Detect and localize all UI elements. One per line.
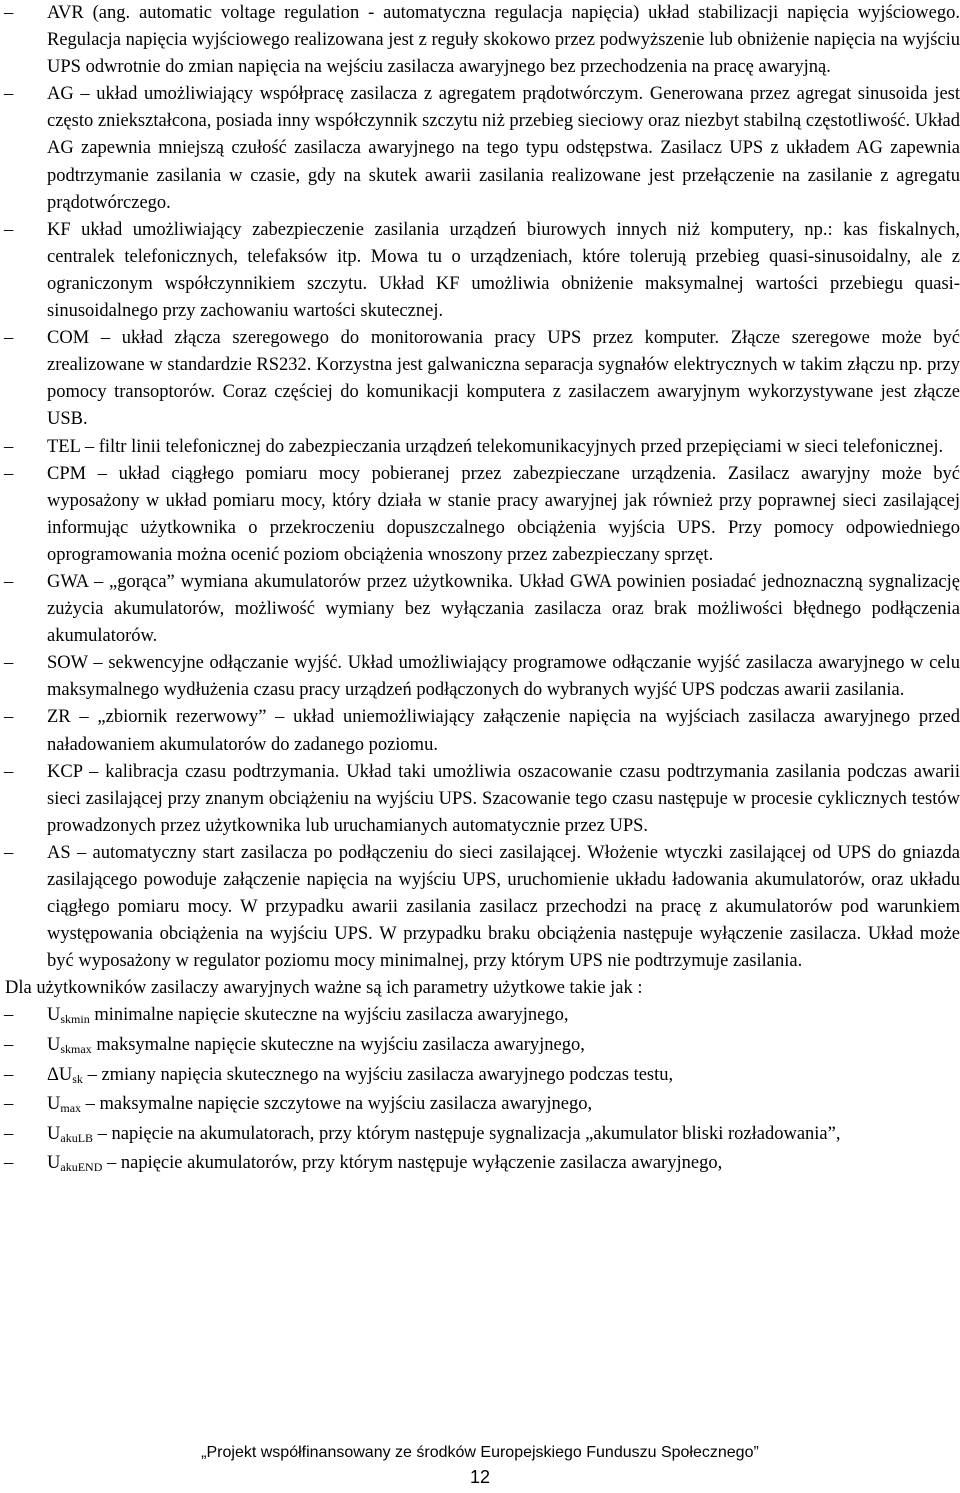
parameter-item [0,1091,960,1118]
list-item-text: SOW – sekwencyjne odłączanie wyjść. Układ umożliwiający programowe odłączanie wyjść zasilacza awaryjnego w celu maksymalnego wydłużenia czasu pracy urządzeń podłączonych do wybranych wyjść UPS podczas awarii zasilania. [47,653,960,701]
parameter-description: – napięcie na akumulatorach, przy którym następuje sygnalizacja „akumulator bliski rozładowania”, [93,1123,841,1144]
list-item [0,81,960,216]
footer-funding-note: „Projekt współfinansowany ze środków Europejskiego Funduszu Społecznego” [201,1444,759,1461]
list-marker: – [4,436,14,457]
list-item-text: AVR (ang. automatic voltage regulation - automatyczna regulacja napięcia) układ stabilizacji napięcia wyjściowego. Regulacja napięcia wyjściowego realizowana jest z reguły skokowo przez podwyższenie lub obniżenie napięcia na wyjściu UPS odwrotnie do zmian napięcia na wejściu zasilacza awaryjnego bez przechodzenia na pracę awaryjną. [47,3,960,78]
list-item [0,650,960,704]
parameter-description: minimalne napięcie skuteczne na wyjściu zasilacza awaryjnego, [89,1005,569,1026]
list-marker: – [4,842,14,863]
page-number: 12 [469,1467,491,1487]
list-item-text: KF układ umożliwiający zabezpieczenie zasilania urządzeń biurowych innych niż komputery, np.: kas fiskalnych, centralek telefonicznych, telefaksów itp. Mowa tu o urządzeniach, które tolerują przebieg quasi-sinusoidalny, ale z ograniczonym współczynnikiem szczytu. Układ KF umożliwia obniżenie maksymalnej wartości przebiegu quasi-sinusoidalnego przy zachowaniu wartości skutecznej. [47,219,960,322]
list-item-text: KCP – kalibracja czasu podtrzymania. Układ taki umożliwia oszacowanie czasu podtrzymania zasilania podczas awarii sieci zasilającej przy znanym obciążeniu na wyjściu UPS. Szacowanie tego czasu następuje w procesie cyklicznych testów prowadzonych przez użytkownika lub uruchamianych automatycznie przez UPS. [47,761,960,836]
list-marker: – [4,3,14,23]
list-marker: – [4,761,14,782]
parameter-symbol: U [47,1123,61,1144]
list-marker: – [4,653,14,674]
list-item-text: CPM – układ ciągłego pomiaru mocy pobieranej przez zabezpieczane urządzenia. Zasilacz awaryjny może być wyposażony w układ pomiaru mocy, który działa w stanie pracy awaryjnej jak również przy poprawnej sieci zasilającej informując użytkownika o przekroczeniu dopuszczalnego obciążenia wyjścia UPS. Przy pomocy odpowiedniego oprogramowania można ocenić poziom obciążenia wnoszony przez zabezpieczany sprzęt. [47,463,960,565]
list-marker: – [4,463,14,484]
list-marker: – [4,1064,14,1085]
list-item [0,434,960,461]
parameter-symbol: U [47,1005,61,1026]
parameter-item [0,1150,960,1177]
list-marker: – [4,219,14,240]
parameter-item [0,1062,960,1089]
parameter-symbol: U [47,1035,61,1056]
list-item [0,217,960,325]
list-marker: – [4,707,14,728]
list-item-text: AG – układ umożliwiający współpracę zasilacza z agregatem prądotwórczym. Generowana przez agregat sinusoida jest często zniekształcona, posiada inny współczynnik szczytu niż przebieg sieciowy oraz niezbyt stabilną częstotliwość. Układ AG zapewnia mniejszą czułość zasilacza awaryjnego na tego typu odstępstwa. Zasilacz UPS z układem AG zapewnia podtrzymanie zasilania w czasie, gdy na skutek awarii zasilania realizowane jest przełączenie na zasilanie z agregatu prądotwórczego. [47,84,960,213]
list-item [0,461,960,569]
parameter-symbol: U [47,1094,61,1115]
list-item-text: TEL – filtr linii telefonicznej do zabezpieczania urządzeń telekomunikacyjnych przed przepięciami w sieci telefonicznej. [47,436,944,457]
list-item [0,0,960,81]
list-marker: – [4,328,14,349]
list-item [0,759,960,840]
parameter-list [0,1002,960,1177]
parameter-subscript: skmin [60,1012,90,1027]
parameter-subscript: akuLB [60,1130,94,1145]
list-marker: – [4,1153,14,1174]
parameter-item [0,1002,960,1029]
list-marker: – [4,1005,14,1026]
parameter-item [0,1121,960,1148]
list-marker: – [4,1035,14,1056]
list-item [0,325,960,433]
parameter-subscript: akuEND [60,1160,103,1175]
parameter-description: – napięcie akumulatorów, przy którym następuje wyłączenie zasilacza awaryjnego, [102,1153,723,1174]
parameters-intro: Dla użytkowników zasilaczy awaryjnych ważne są ich parametry użytkowe takie jak : [5,978,643,999]
list-item-text: ZR – „zbiornik rezerwowy” – układ uniemożliwiający załączenie napięcia na wyjściach zasilacza awaryjnego przed naładowaniem akumulatorów do zadanego poziomu. [47,707,960,755]
list-marker: – [4,1123,14,1144]
parameter-symbol: ΔU [47,1064,73,1085]
list-marker: – [4,1094,14,1115]
parameter-description: – maksymalne napięcie szczytowe na wyjściu zasilacza awaryjnego, [81,1094,593,1115]
parameter-subscript: skmax [60,1042,92,1057]
parameter-description: – zmiany napięcia skutecznego na wyjściu zasilacza awaryjnego podczas testu, [82,1064,674,1085]
list-marker: – [4,84,14,105]
list-item-text: GWA – „gorąca” wymiana akumulatorów przez użytkownika. Układ GWA powinien posiadać jednoznaczną sygnalizację zużycia akumulatorów, możliwość wymiany bez wyłączania zasilacza oraz brak możliwości błędnego podłączenia akumulatorów. [47,571,960,647]
list-marker: – [4,571,14,592]
parameter-item [0,1032,960,1059]
parameter-subscript: max [60,1101,82,1116]
parameter-subscript: sk [72,1071,83,1086]
list-item [0,569,960,650]
list-item-text: COM – układ złącza szeregowego do monitorowania pracy UPS przez komputer. Złącze szeregowe może być zrealizowane w standardzie RS232. Korzystna jest galwaniczna separacja sygnałów elektrycznych w takim złączu np. przy pomocy transoptorów. Coraz częściej do komunikacji komputera z zasilaczem awaryjnym wykorzystywane jest złącze USB. [47,328,960,430]
parameter-description: maksymalne napięcie skuteczne na wyjściu zasilacza awaryjnego, [91,1035,585,1056]
list-item [0,840,960,975]
parameter-symbol: U [47,1153,61,1174]
list-item [0,704,960,758]
list-item-text: AS – automatyczny start zasilacza po podłączeniu do sieci zasilającej. Włożenie wtyczki zasilającej od UPS do gniazda zasilającego powoduje załączenie napięcia na wyjściu UPS, uruchomienie układu ładowania akumulatorów, oraz układu ciągłego pomiaru mocy. W przypadku awarii zasilania zasilacz przechodzi na pracę z akumulatorów pod warunkiem występowania obciążenia na wyjściu UPS. W przypadku braku obciążenia następuje wyłączenie zasilacza. Układ może być wyposażony w regulator poziomu mocy minimalnej, przy którym UPS nie podtrzymuje zasilania. [47,842,960,972]
